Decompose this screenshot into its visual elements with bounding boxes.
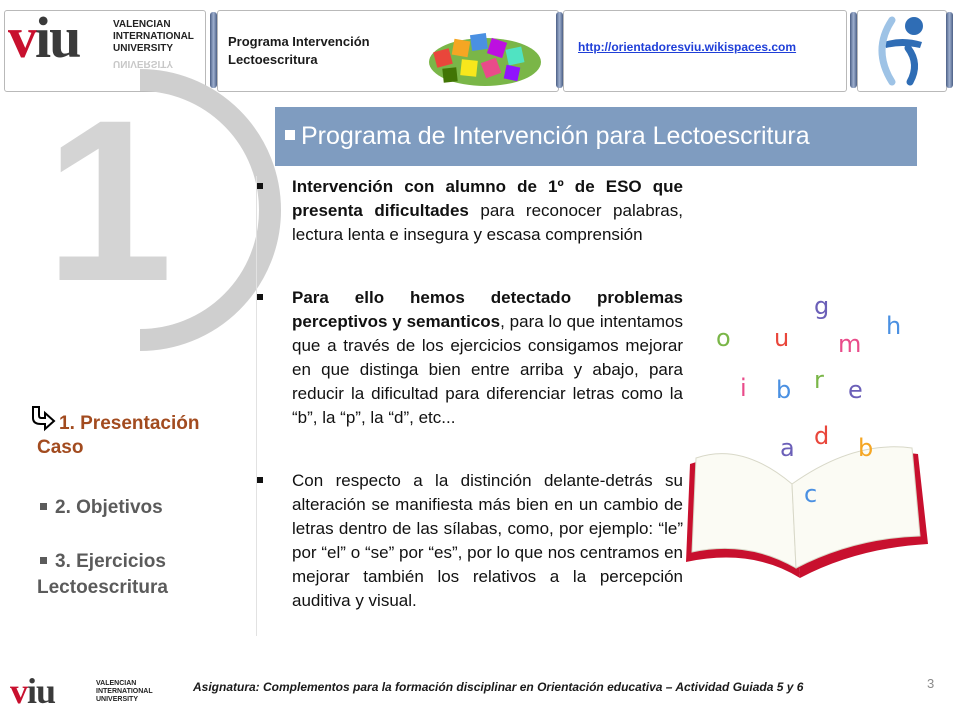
nav-item-objectives[interactable]: [37, 496, 163, 520]
footer-course-text: Asignatura: Complementos para la formación disciplinar en Orientación educativa – Actividad Guiada 5 y 6: [193, 680, 804, 694]
book-letter: o: [716, 324, 731, 352]
big-number-watermark: [0, 60, 290, 360]
paragraph-bold: Para ello hemos detectado problemas perceptivos y semanticos: [292, 288, 683, 331]
header-separator: [946, 12, 953, 88]
square-bullet-icon: [40, 503, 47, 510]
paragraph-text: , para lo que intentamos que a través de los ejercicios consigamos mejorar en que distinga bien entre arriba y abajo, para reducir la dificultad para diferenciar letras como la “b”, la “p”, la “d”, etc...: [292, 312, 683, 427]
book-letter: c: [804, 480, 818, 508]
university-name: [113, 19, 194, 55]
nav-item-presentation[interactable]: 1. Presentación: [59, 413, 200, 434]
book-letter: e: [848, 376, 863, 404]
paragraph-text: para reconocer palabras, lectura lenta e insegura y escasa comprensión: [292, 201, 683, 244]
square-bullet-icon: [257, 294, 263, 300]
header-separator: [850, 12, 857, 88]
university-name-line: VALENCIAN: [113, 19, 171, 30]
person-figure-logo-icon: [862, 12, 942, 88]
university-name-reflection: UNIVERSITY: [113, 58, 174, 69]
footer-university-name: [96, 680, 153, 704]
square-bullet-icon: [40, 557, 47, 564]
nav-item-label: 2. Objetivos: [55, 497, 163, 518]
university-name-line: INTERNATIONAL: [96, 688, 153, 695]
paragraph: [263, 286, 683, 430]
university-name-line: UNIVERSITY: [113, 43, 174, 54]
big-number-glyph: 1: [45, 72, 173, 329]
column-divider: [256, 176, 257, 636]
nav-item-exercises-cont[interactable]: Lectoescritura: [37, 577, 168, 598]
open-book-with-letters-icon: [682, 286, 932, 586]
square-bullet-icon: [257, 477, 263, 483]
university-name-line: INTERNATIONAL: [113, 31, 194, 42]
book-letter: b: [776, 376, 792, 404]
book-letter: i: [740, 374, 747, 402]
slide-title: Programa de Intervención para Lectoescritura: [301, 122, 810, 150]
book-letter: u: [774, 324, 790, 352]
curved-arrow-icon: [29, 404, 57, 432]
paragraph: [263, 175, 683, 247]
book-letter: h: [886, 312, 902, 340]
footer-viu-logo: [6, 672, 176, 716]
book-letter: a: [780, 434, 795, 462]
program-title-line: Lectoescritura: [228, 52, 318, 67]
alphabet-blocks-icon: [425, 20, 545, 90]
title-band: [275, 107, 917, 166]
university-name-line: UNIVERSITY: [96, 696, 139, 703]
nav-item-label: 3. Ejercicios: [55, 551, 166, 572]
page-number: 3: [927, 676, 935, 691]
nav-item-presentation-cont[interactable]: Caso: [37, 437, 84, 458]
nav-item-exercises[interactable]: [37, 550, 166, 574]
book-letter: m: [838, 330, 862, 358]
book-letter: g: [814, 292, 830, 320]
footer-viu-letters: viu: [10, 671, 56, 711]
book-letter: b: [858, 434, 874, 462]
wiki-url-link[interactable]: http://orientadoresviu.wikispaces.com: [578, 40, 797, 54]
university-name-line: VALENCIAN: [96, 680, 137, 687]
program-title-line: Programa Intervención: [228, 34, 370, 49]
header-separator: [556, 12, 563, 88]
book-letter: d: [814, 422, 830, 450]
title-bullet-icon: [285, 130, 295, 140]
book-letter: r: [814, 366, 824, 394]
paragraph: [263, 469, 683, 613]
square-bullet-icon: [257, 183, 263, 189]
paragraph-text: Con respecto a la distinción delante-detrás su alteración se manifiesta más bien en un cambio de letras dentro de las sílabas, como, por ejemplo: “le” por “el” o “se” por “es”, por lo que nos centramos en mejorar también los relativos a la percepción auditiva y visual.: [292, 471, 683, 610]
paragraph-bold: Intervención con alumno de 1º de ESO que presenta dificultades: [292, 177, 683, 220]
viu-logo: viu: [8, 5, 80, 70]
